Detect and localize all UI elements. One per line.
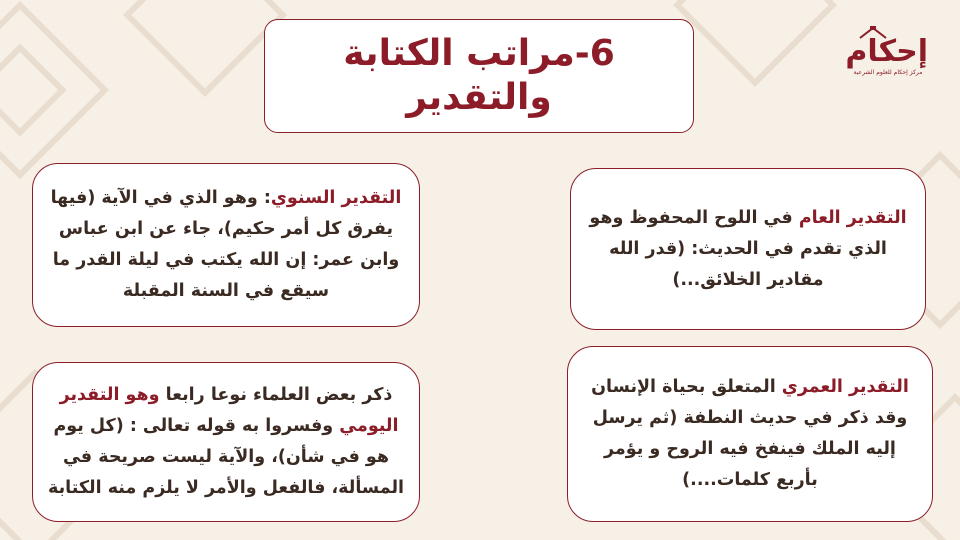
card-daily-text-after: وفسروا به قوله تعالى : (كل يوم هو في شأن)، والآية ليست صريحة في المسألة، فالفعل والأمر لا يلزم منه الكتابة: [47, 416, 405, 498]
card-general-text: في اللوح المحفوظ وهو الذي تقدم في الحديث: (قدر الله مقادير الخلائق...): [589, 207, 887, 290]
card-annual-text: : وهو الذي في الآية (فيها يفرق كل أمر حكيم)، جاء عن ابن عباس وابن عمر: إن الله يكتب في ليلة القدر ما سيقع في السنة المقبلة: [50, 188, 400, 301]
card-lifetime-highlight: التقدير العمري: [781, 377, 909, 397]
card-daily-text-before: ذكر بعض العلماء نوعا رابعا: [159, 385, 393, 405]
card-annual-decree: [32, 163, 420, 327]
card-lifetime-text: المتعلق بحياة الإنسان وقد ذكر في حديث النطفة (ثم يرسل إليه الملك فينفخ فيه الروح و يؤمر بأربع كلمات....): [591, 377, 908, 490]
card-annual-highlight: التقدير السنوي: [270, 188, 402, 208]
card-daily-decree: [32, 362, 420, 522]
card-lifetime-decree: [567, 346, 933, 522]
title-box: [264, 19, 694, 133]
card-general-highlight: التقدير العام: [798, 207, 907, 228]
card-general-decree: [570, 168, 926, 330]
logo-name: إحكام: [845, 34, 928, 69]
slide-title-line-1: 6-مراتب الكتابة: [343, 33, 615, 74]
logo: [845, 25, 928, 95]
logo-subtitle: مركز إحكام للعلوم الشرعية: [853, 69, 923, 76]
card-daily-highlight: وهو التقدير اليومي: [59, 385, 399, 436]
logo-roof-icon: [858, 25, 888, 39]
slide-title-line-2: والتقدير: [406, 77, 552, 118]
